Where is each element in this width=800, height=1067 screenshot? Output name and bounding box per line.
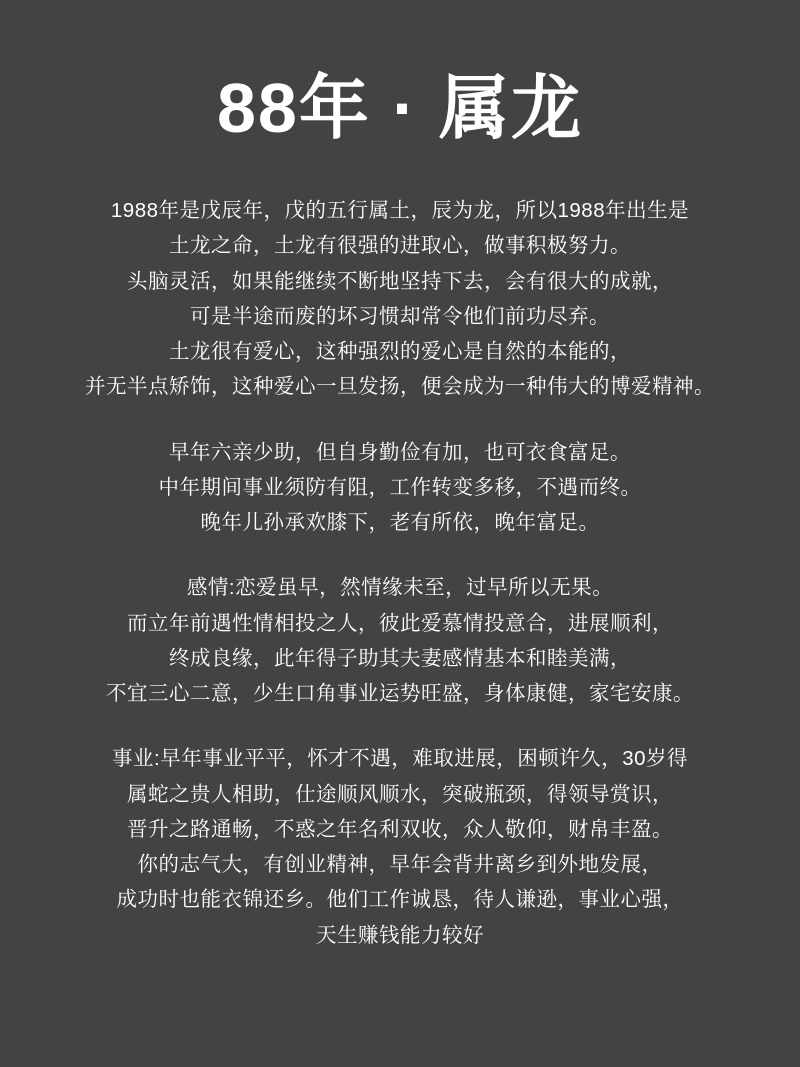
- text-line: 而立年前遇性情相投之人，彼此爱慕情投意合，进展顺利，: [127, 611, 673, 635]
- paragraph-love: [40, 570, 760, 711]
- page-title: 88年 · 属龙: [216, 69, 584, 147]
- text-line: 你的志气大，有创业精神，早年会背井离乡到外地发展，: [137, 853, 663, 876]
- paragraph-fortune: [40, 435, 760, 541]
- text-line: 感情:恋爱虽早，然情缘未至，过早所以无果。: [186, 576, 614, 600]
- text-line: 成功时也能衣锦还乡。他们工作诚恳，待人谦逊，事业心强，: [116, 888, 684, 912]
- text-line: 中年期间事业须防有阻，工作转变多移，不遇而终。: [158, 475, 642, 499]
- text-line: 头脑灵活，如果能继续不断地坚持下去，会有很大的成就，: [127, 269, 673, 293]
- text-line: 事业:早年事业平平，怀才不遇，难取进展，困顿许久，30岁得: [112, 747, 688, 771]
- text-line: 土龙之命，土龙有很强的进取心，做事积极努力。: [169, 234, 631, 258]
- text-line: 晋升之路通畅，不惑之年名利双收，众人敬仰，财帛丰盈。: [127, 817, 673, 841]
- document-body: [40, 193, 760, 953]
- text-line: 不宜三心二意，少生口角事业运势旺盛，身体康健，家宅安康。: [106, 682, 694, 705]
- text-line: 1988年是戊辰年，戊的五行属土，辰为龙，所以1988年出生是: [110, 199, 690, 222]
- text-line: 终成良缘，此年得子助其夫妻感情基本和睦美满，: [169, 646, 631, 670]
- text-line: 晚年儿孙承欢膝下，老有所依，晚年富足。: [200, 511, 600, 534]
- paragraph-career: [40, 741, 760, 953]
- text-line: 属蛇之贵人相助，仕途顺风顺水，突破瓶颈，得领导赏识，: [127, 782, 673, 806]
- text-line: 并无半点矫饰，这种爱心一旦发扬，便会成为一种伟大的博爱精神。: [85, 375, 715, 399]
- text-line: 可是半途而废的坏习惯却常令他们前功尽弃。: [190, 304, 610, 328]
- text-line: 天生赚钱能力较好: [316, 923, 484, 947]
- paragraph-intro: [40, 193, 760, 405]
- text-line: 早年六亲少助，但自身勤俭有加，也可衣食富足。: [169, 440, 631, 464]
- text-line: 土龙很有爱心，这种强烈的爱心是自然的本能的，: [169, 340, 631, 363]
